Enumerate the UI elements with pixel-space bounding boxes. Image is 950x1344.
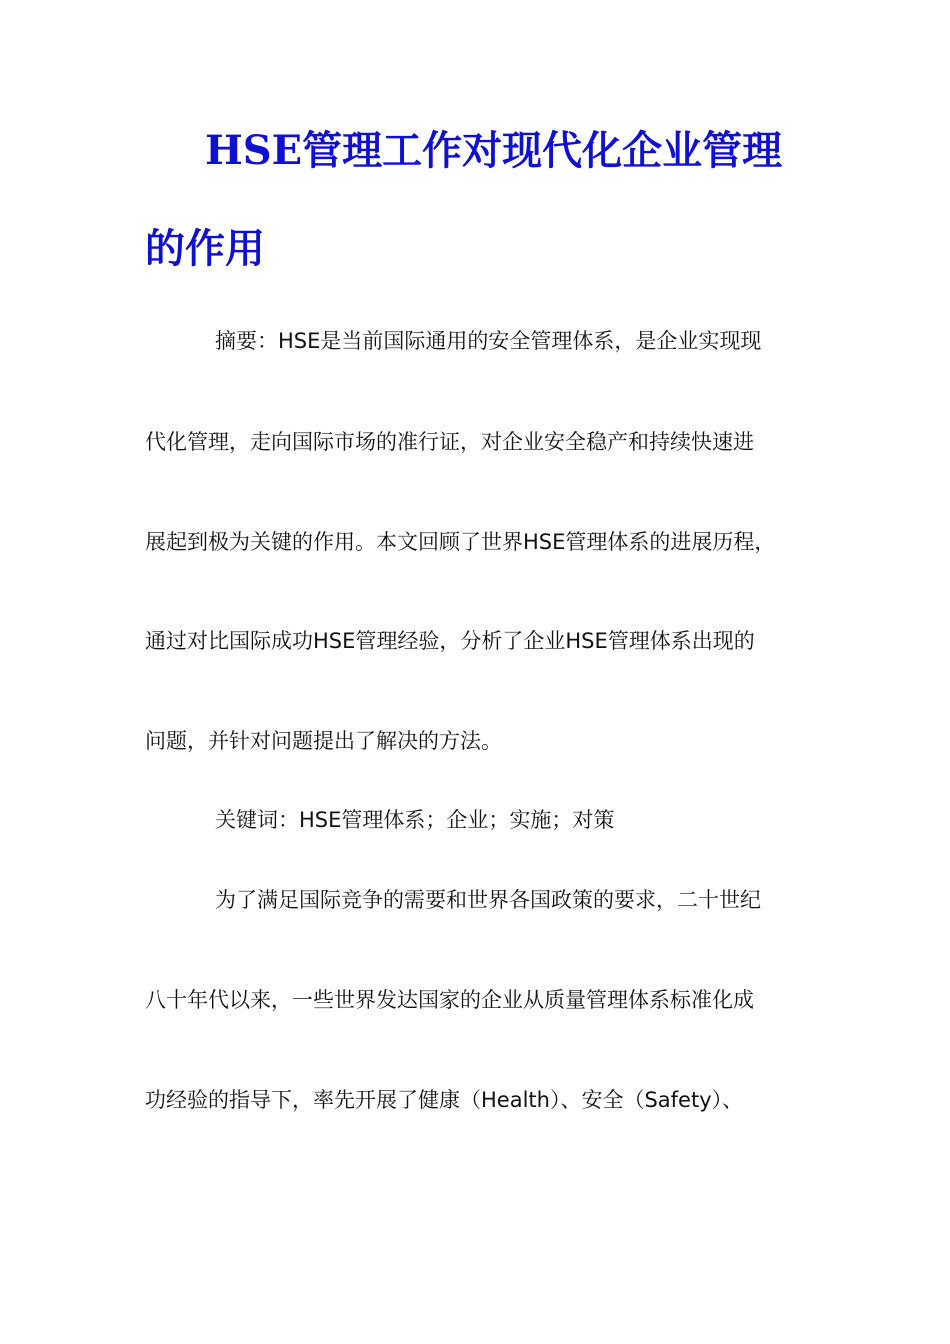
body-paragraph-line-1: 为了满足国际竞争的需要和世界各国政策的要求，二十世纪: [215, 888, 761, 912]
document-title-line-1: HSE管理工作对现代化企业管理: [205, 127, 783, 174]
abstract-line-2: 代化管理，走向国际市场的准行证，对企业安全稳产和持续快速进: [145, 430, 754, 454]
abstract-line-3: 展起到极为关键的作用。本文回顾了世界HSE管理体系的进展历程，: [145, 530, 776, 554]
keywords-line: 关键词：HSE管理体系；企业；实施；对策: [215, 808, 615, 832]
body-paragraph-line-2: 八十年代以来，一些世界发达国家的企业从质量管理体系标准化成: [145, 988, 754, 1012]
abstract-line-4: 通过对比国际成功HSE管理经验，分析了企业HSE管理体系出现的: [145, 629, 755, 653]
document-title-line-2: 的作用: [145, 225, 265, 272]
body-paragraph-line-3: 功经验的指导下，率先开展了健康（Health）、安全（Safety）、: [145, 1088, 744, 1112]
abstract-line-1: 摘要：HSE是当前国际通用的安全管理体系，是企业实现现: [215, 329, 762, 353]
abstract-line-5: 问题，并针对问题提出了解决的方法。: [145, 729, 502, 753]
